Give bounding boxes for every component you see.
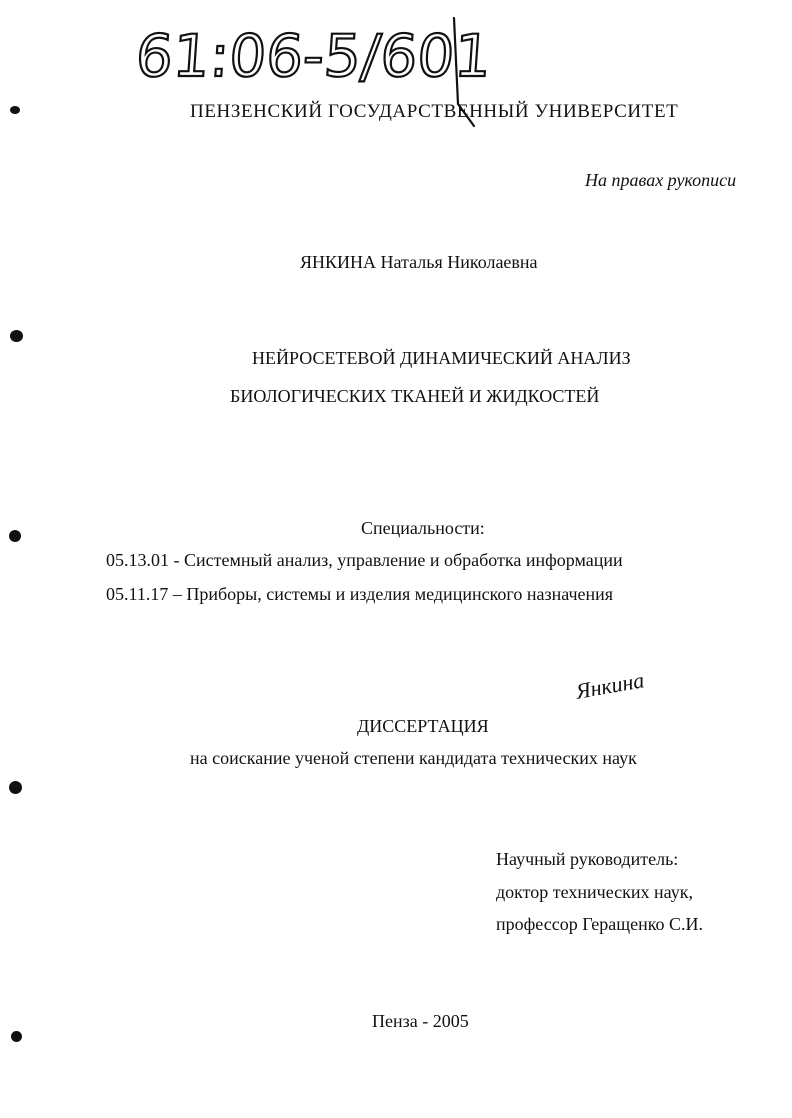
binding-hole-mark: [9, 781, 22, 794]
dissertation-title-line-1: НЕЙРОСЕТЕВОЙ ДИНАМИЧЕСКИЙ АНАЛИЗ: [252, 348, 631, 368]
signature-text: Янкина: [574, 667, 646, 704]
supervisor-label: Научный руководитель:: [496, 849, 679, 869]
archive-number-text: 61:06-5/601: [133, 22, 494, 90]
specialties-label: Специальности:: [361, 518, 485, 538]
city-year: Пенза - 2005: [372, 1011, 469, 1031]
university-name: ПЕНЗЕНСКИЙ ГОСУДАРСТВЕННЫЙ УНИВЕРСИТЕТ: [190, 101, 679, 122]
binding-hole-mark: [10, 330, 23, 342]
specialty-item: 05.13.01 - Системный анализ, управление и обработка информации: [106, 550, 623, 570]
document-type: ДИССЕРТАЦИЯ: [357, 716, 489, 736]
degree-line: на соискание ученой степени кандидата технических наук: [190, 748, 637, 768]
supervisor-degree: доктор технических наук,: [496, 882, 693, 902]
author-signature: [570, 663, 670, 707]
binding-hole-mark: [10, 106, 20, 114]
binding-hole-mark: [9, 530, 21, 542]
specialty-item: 05.11.17 – Приборы, системы и изделия медицинского назначения: [106, 584, 614, 604]
binding-hole-mark: [11, 1031, 22, 1042]
supervisor-name: профессор Геращенко С.И.: [496, 914, 704, 934]
author-name: ЯНКИНА Наталья Николаевна: [300, 252, 538, 272]
manuscript-rights-note: На правах рукописи: [585, 170, 737, 190]
dissertation-title-line-2: БИОЛОГИЧЕСКИХ ТКАНЕЙ И ЖИДКОСТЕЙ: [230, 386, 600, 406]
